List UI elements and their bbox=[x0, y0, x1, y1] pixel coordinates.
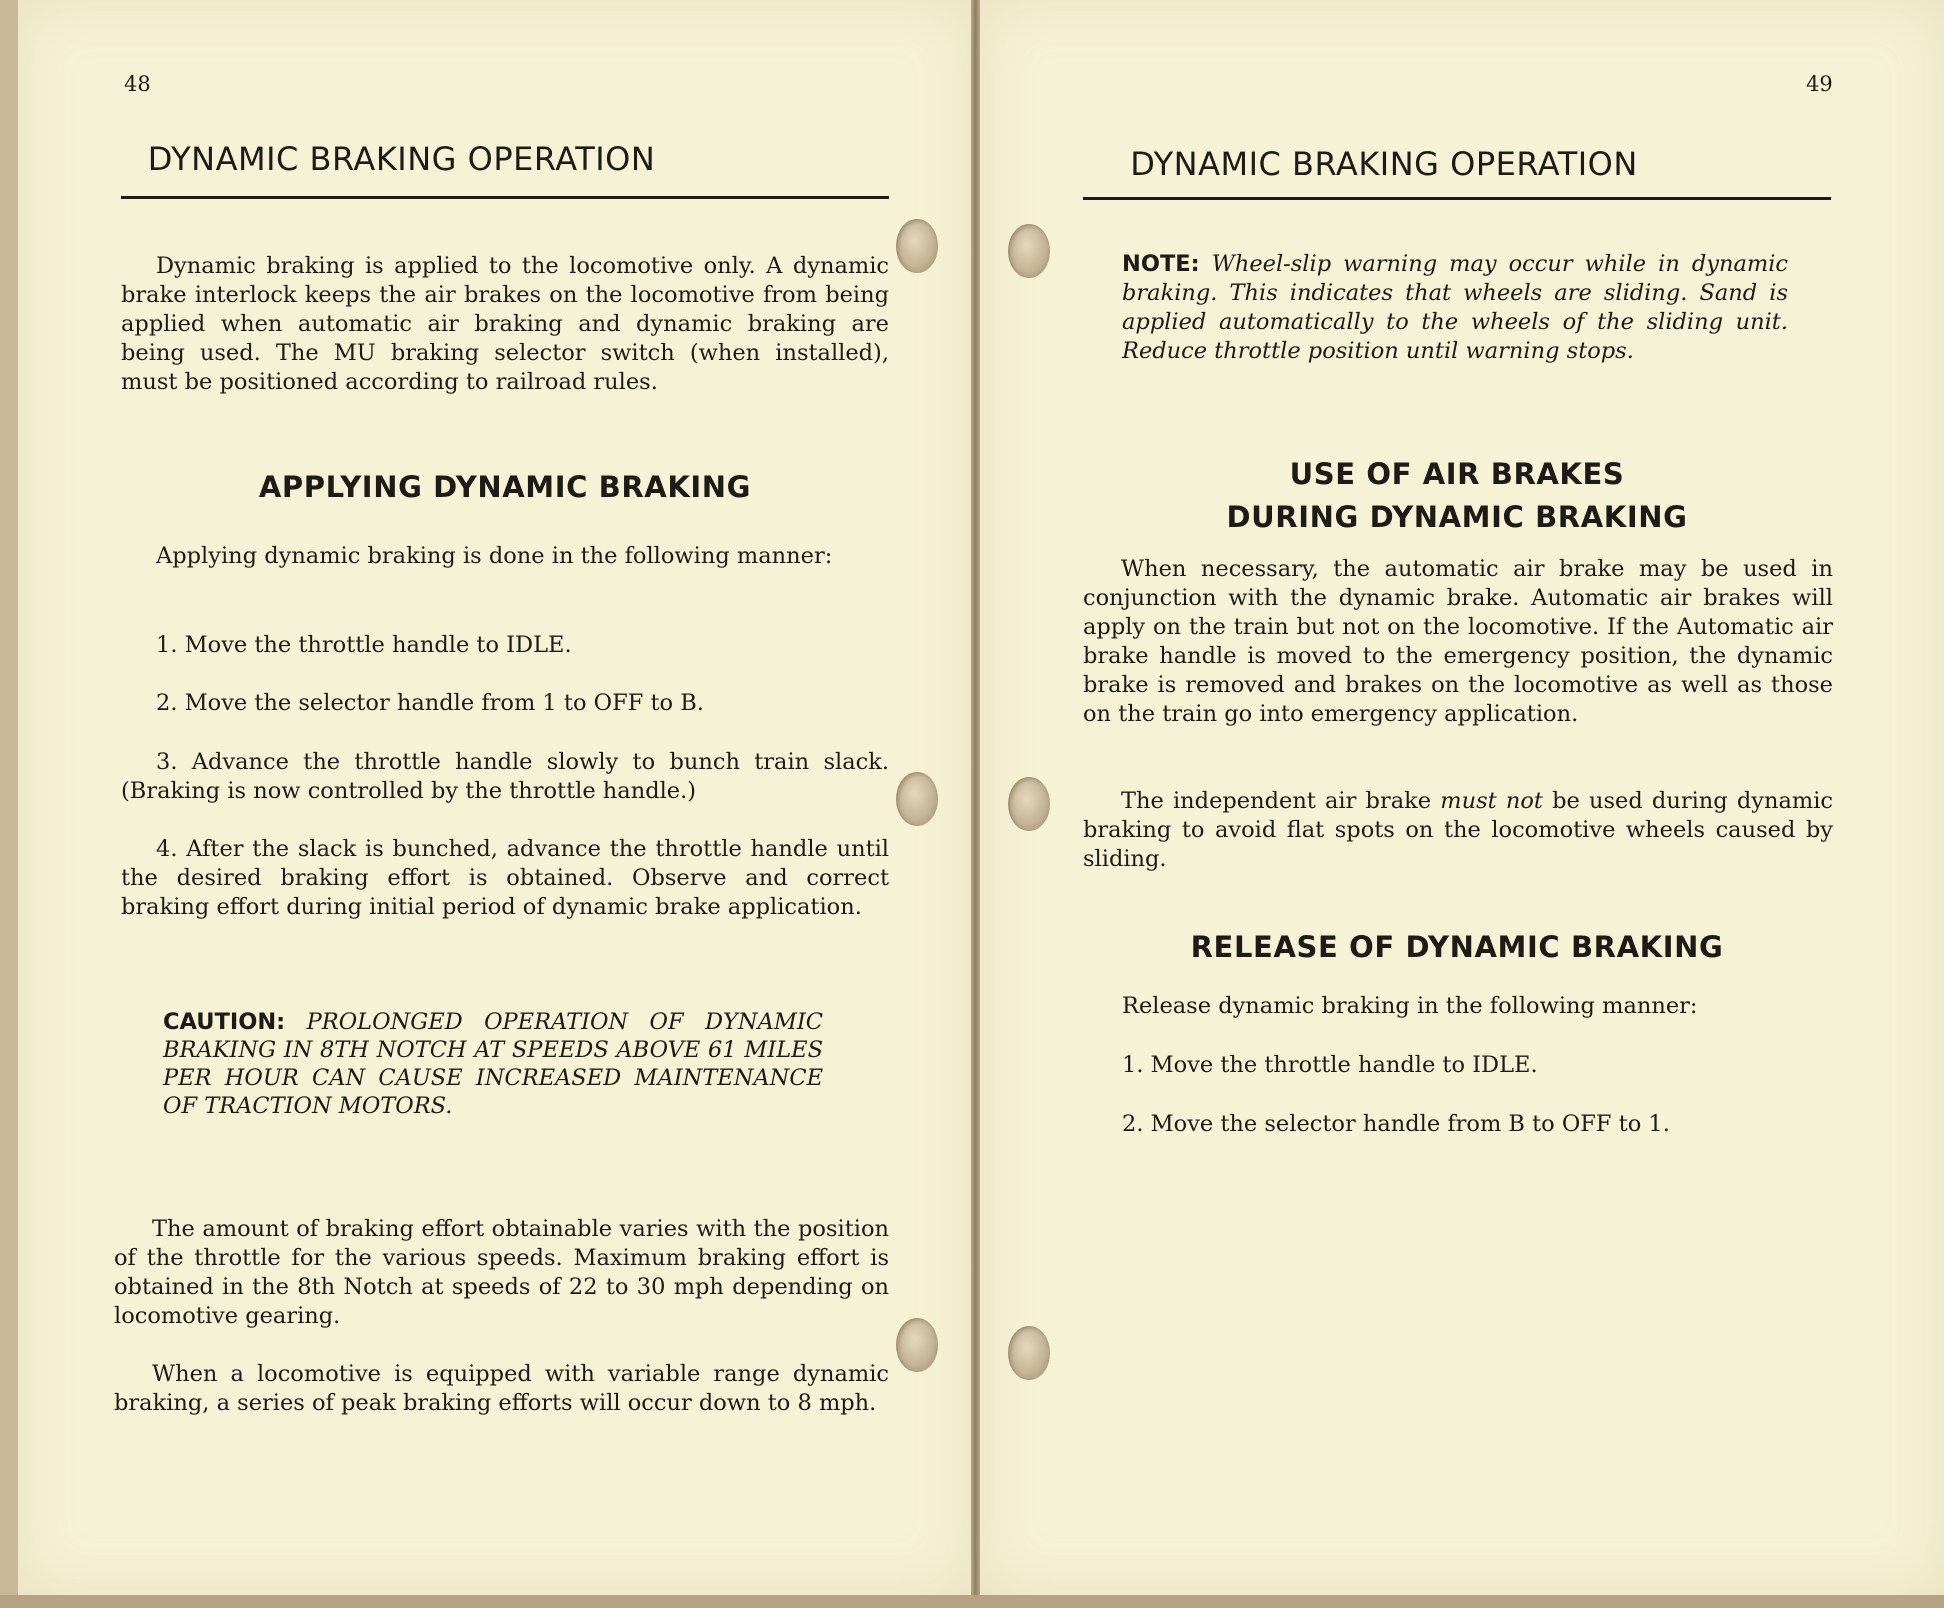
binding-gutter bbox=[971, 0, 980, 1600]
caution-block bbox=[163, 1008, 823, 1120]
section-heading-applying: APPLYING DYNAMIC BRAKING bbox=[258, 470, 752, 504]
caution-text: PROLONGED OPERATION OF DYNAMIC BRAKING IN 8TH NOTCH AT SPEEDS ABOVE 61 MILES PER HOUR CAN CAUSE INCREASED MAINTENANCE OF TRACTION MOTORS. bbox=[163, 1009, 823, 1119]
independent-text-post: be used during dynamic braking to avoid flat spots on the locomotive wheels caused by sliding. bbox=[1083, 788, 1833, 872]
caution-label: CAUTION: bbox=[163, 1009, 286, 1035]
step-item: 2. Move the selector handle from 1 to OFF to B. bbox=[156, 690, 704, 716]
step-item: 3. Advance the throttle handle slowly to bunch train slack. (Braking is now controlled by the throttle handle.) bbox=[121, 749, 889, 804]
effort-paragraph: The amount of braking effort obtainable varies with the position of the throttle for the various speeds. Maximum braking effort is obtained in the 8th Notch at speeds of 22 to 30 mph depending on locomotive gearing. bbox=[114, 1216, 889, 1329]
independent-brake-paragraph bbox=[1083, 787, 1833, 874]
punch-hole bbox=[1008, 777, 1050, 831]
release-step-item: 2. Move the selector handle from B to OFF to 1. bbox=[1122, 1111, 1670, 1137]
heading-release: RELEASE OF DYNAMIC BRAKING bbox=[1190, 930, 1724, 964]
running-title: DYNAMIC BRAKING OPERATION bbox=[147, 140, 656, 178]
step-item: 1. Move the throttle handle to IDLE. bbox=[156, 632, 572, 658]
note-block bbox=[1122, 250, 1788, 366]
page-number: 48 bbox=[124, 72, 151, 96]
intro-paragraph: Dynamic braking is applied to the locomotive only. A dynamic brake interlock keeps the air brakes on the locomotive from being applied when automatic air braking and dynamic braking are being used. The MU braking selector switch (when installed), must be positioned according to railroad rules. bbox=[121, 253, 889, 395]
title-rule bbox=[1083, 197, 1831, 200]
step-item: 4. After the slack is bunched, advance the throttle handle until the desired braking effort is obtained. Observe and correct braking effort during initial period of dynamic brake application. bbox=[121, 836, 889, 920]
punch-hole bbox=[896, 219, 938, 273]
punch-hole bbox=[896, 1318, 938, 1372]
air-brake-paragraph: When necessary, the automatic air brake may be used in conjunction with the dynamic brake. Automatic air brakes will apply on the train but not on the locomotive. If the Automatic air brake handle is moved to the emergency position, the dynamic brake is removed and brakes on the locomotive as well as those on the train go into emergency application. bbox=[1083, 556, 1833, 727]
right-page bbox=[980, 0, 1944, 1595]
applying-intro: Applying dynamic braking is done in the following manner: bbox=[156, 543, 833, 569]
page-number: 49 bbox=[1806, 72, 1833, 96]
note-text: Wheel-slip warning may occur while in dynamic braking. This indicates that wheels are sliding. Sand is applied automatically to the wheels of the sliding unit. Reduce throttle position until warning stops. bbox=[1122, 251, 1788, 364]
release-intro: Release dynamic braking in the following manner: bbox=[1122, 993, 1698, 1019]
punch-hole bbox=[896, 772, 938, 826]
independent-text-pre: The independent air brake bbox=[1121, 788, 1432, 814]
punch-hole bbox=[1008, 1326, 1050, 1380]
release-step-item: 1. Move the throttle handle to IDLE. bbox=[1122, 1052, 1538, 1078]
title-rule bbox=[121, 196, 889, 199]
heading-air-brakes-line2: DURING DYNAMIC BRAKING bbox=[1226, 500, 1688, 534]
page-edge bbox=[0, 1595, 1944, 1608]
independent-text-emphasis: must not bbox=[1440, 788, 1543, 814]
variable-range-paragraph: When a locomotive is equipped with variable range dynamic braking, a series of peak braking efforts will occur down to 8 mph. bbox=[114, 1361, 889, 1416]
heading-air-brakes-line1: USE OF AIR BRAKES bbox=[1289, 457, 1625, 491]
left-page bbox=[18, 0, 971, 1595]
note-label: NOTE: bbox=[1122, 251, 1200, 277]
punch-hole bbox=[1008, 224, 1050, 278]
running-title: DYNAMIC BRAKING OPERATION bbox=[1130, 145, 1638, 183]
